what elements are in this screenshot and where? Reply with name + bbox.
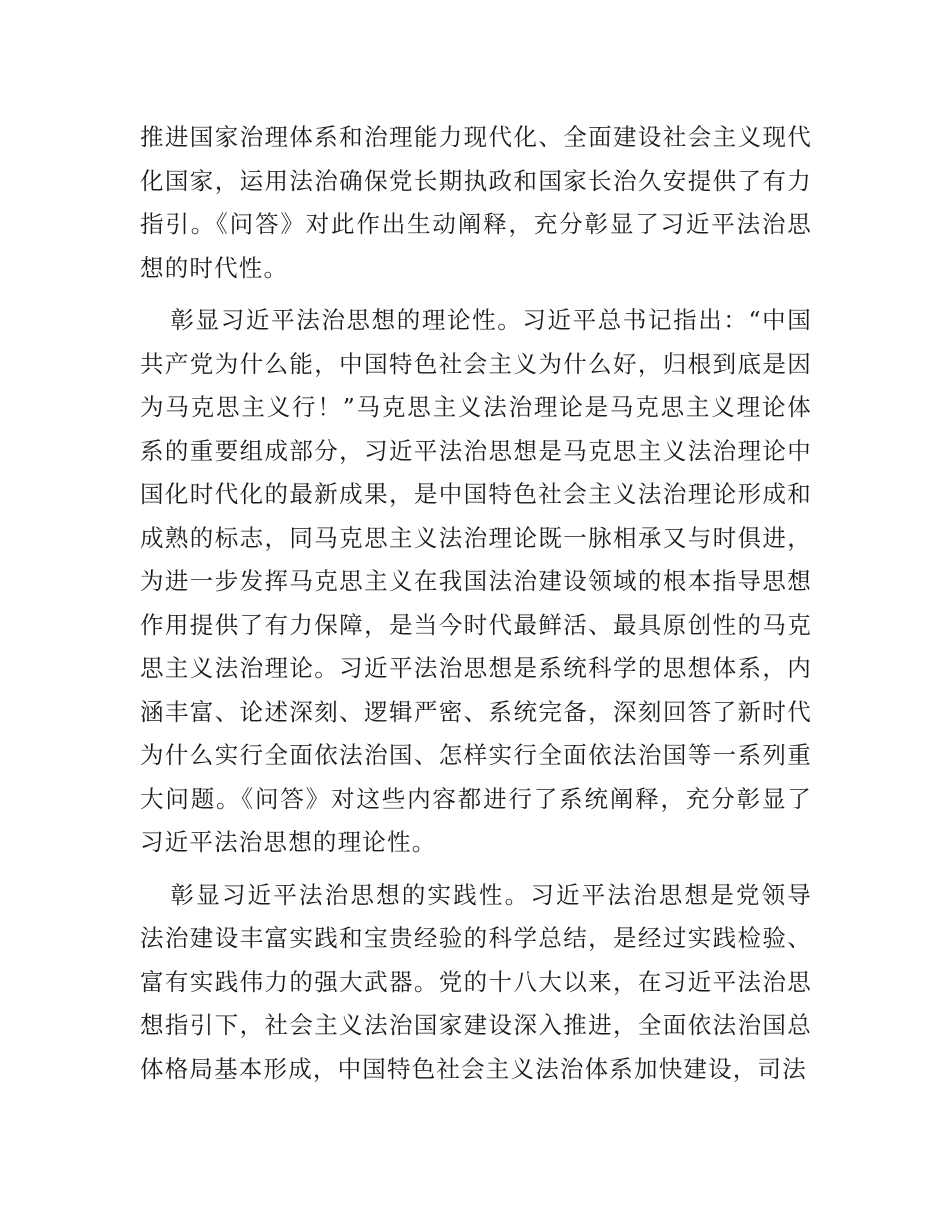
paragraph-practical: 彰显习近平法治思想的实践性。习近平法治思想是党领导法治建设丰富实践和宝贵经验的科学总结，是经过实践检验、富有实践伟力的强大武器。党的十八大以来，在习近平法治思想指引下，社会主义法治国家建设深入推进，全面依法治国总体格局基本形成，中国特色社会主义法治体系加快建设，司法 bbox=[140, 880, 812, 1083]
paragraph-theoretical: 彰显习近平法治思想的理论性。习近平总书记指出：“中国共产党为什么能，中国特色社会主义为什么好，归根到底是因为马克思主义行！”马克思主义法治理论是马克思主义理论体系的重要组成部分，习近平法治思想是马克思主义法治理论中国化时代化的最新成果，是中国特色社会主义法治理论形成和成熟的标志，同马克思主义法治理论既一脉相承又与时俱进，为进一步发挥马克思主义在我国法治建设领域的根本指导思想作用提供了有力保障，是当今时代最鲜活、最具原创性的马克思主义法治理论。习近平法治思想是系统科学的思想体系，内涵丰富、论述深刻、逻辑严密、系统完备，深刻回答了新时代为什么实行全面依法治国、怎样实行全面依法治国等一系列重大问题。《问答》对这些内容都进行了系统阐释，充分彰显了习近平法治思想的理论性。 bbox=[140, 306, 812, 856]
paragraph-continuation: 推进国家治理体系和治理能力现代化、全面建设社会主义现代化国家，运用法治确保党长期执政和国家长治久安提供了有力指引。《问答》对此作出生动阐释，充分彰显了习近平法治思想的时代性。 bbox=[140, 123, 812, 282]
document-body bbox=[140, 116, 812, 1100]
